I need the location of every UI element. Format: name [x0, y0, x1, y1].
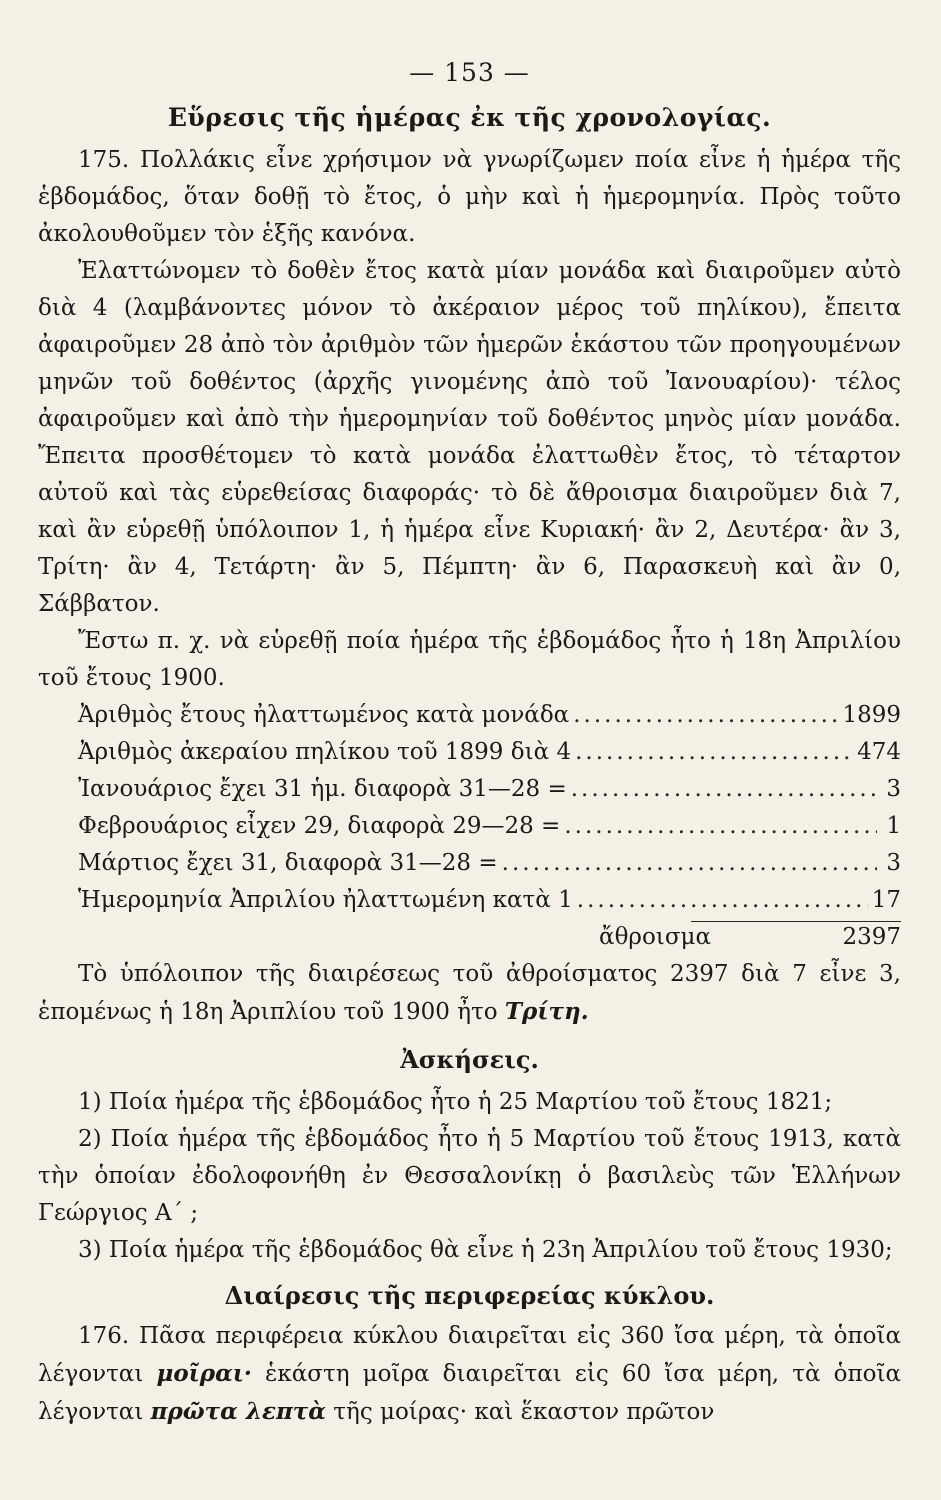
leader-dots	[571, 771, 877, 808]
leader-dots	[575, 734, 853, 771]
calc-row-label: Ἡμερομηνία Ἀπριλίου ἠλαττωμένη κατὰ 1	[78, 887, 573, 913]
calc-row	[38, 845, 901, 882]
calc-row-value: 17	[871, 887, 901, 913]
par176-text-a: 176. Πᾶσα περιφέρεια κύκλου διαιρεῖται εἰς 360 ἴσα μέρη, τὰ ὁποῖα λέγονται	[38, 1323, 901, 1387]
calc-row-value: 3	[886, 850, 901, 876]
exercises-heading: Ἀσκήσεις.	[400, 1045, 539, 1074]
calculation-table	[38, 697, 901, 956]
result-day: Τρίτη.	[504, 998, 589, 1025]
page-number: — 153 —	[409, 58, 530, 87]
circle-division-heading: Διαίρεσις τῆς περιφερείας κύκλου.	[224, 1281, 715, 1310]
leader-dots	[577, 882, 868, 919]
paragraph-176	[38, 1318, 901, 1431]
exercise-3: 3) Ποία ἡμέρα τῆς ἑβδομάδος θὰ εἶνε ἡ 23η Ἀπριλίου τοῦ ἔτους 1930;	[78, 1237, 893, 1263]
par176-text-b: ἑκάστη μοῖρα διαιρεῖται εἰς 60 ἴσα μέρη, τὰ ὁποῖα λέγονται	[38, 1361, 902, 1425]
sum-row	[38, 919, 901, 956]
calc-row-label: Μάρτιος ἔχει 31, διαφορὰ 31—28 =	[78, 850, 498, 876]
example-paragraph: Ἔστω π. χ. νὰ εὑρεθῇ ποία ἡμέρα τῆς ἑβδομάδος ἦτο ἡ 18η Ἀπριλίου τοῦ ἔτους 1900.	[38, 628, 901, 691]
calc-row-label: Ἀριθμὸς ἀκεραίου πηλίκου τοῦ 1899 διὰ 4	[78, 739, 572, 765]
par176-text-c: τῆς μοίρας· καὶ ἕκαστον πρῶτον	[326, 1399, 715, 1425]
calc-row	[38, 697, 901, 734]
paragraph-175: 175. Πολλάκις εἶνε χρήσιμον νὰ γνωρίζωμεν ποία εἶνε ἡ ἡμέρα τῆς ἑβδομάδος, ὅταν δοθῇ τὸ ἔτος, ὁ μὴν καὶ ἡ ἡμερομηνία. Πρὸς τοῦτο ἀκολουθοῦμεν τὸν ἑξῆς κανόνα.	[38, 147, 901, 247]
sum-rule	[691, 921, 901, 922]
calc-row	[38, 771, 901, 808]
section-heading: Εὕρεσις τῆς ἡμέρας ἐκ τῆς χρονολογίας.	[167, 103, 772, 132]
sum-label: ἄθροισμα	[599, 924, 711, 950]
calc-row-label: Φεβρουάριος εἶχεν 29, διαφορὰ 29—28 =	[78, 813, 561, 839]
exercise-1: 1) Ποία ἡμέρα τῆς ἑβδομάδος ἦτο ἡ 25 Μαρτίου τοῦ ἔτους 1821;	[78, 1089, 833, 1115]
calc-row-label: Ἀριθμὸς ἔτους ἠλαττωμένος κατὰ μονάδα	[78, 702, 570, 728]
leader-dots	[573, 697, 838, 734]
calc-row	[38, 808, 901, 845]
term-moirai: μοῖραι·	[156, 1360, 252, 1387]
leader-dots	[502, 845, 877, 882]
calc-row-value: 3	[886, 776, 901, 802]
calc-row-label: Ἰανουάριος ἔχει 31 ἡμ. διαφορὰ 31—28 =	[78, 776, 567, 802]
rule-paragraph: Ἐλαττώνομεν τὸ δοθὲν ἔτος κατὰ μίαν μονάδα καὶ διαιροῦμεν αὐτὸ διὰ 4 (λαμβάνοντες μόνον τὸ ἀκέραιον μέρος τοῦ πηλίκου), ἔπειτα ἀφαιροῦμεν 28 ἀπὸ τὸν ἀριθμὸν τῶν ἡμερῶν ἑκάστου τῶν προηγουμένων μηνῶν τοῦ δοθέντος (ἀρχῆς γινομένης ἀπὸ τοῦ Ἰανουαρίου)· τέλος ἀφαιροῦμεν καὶ ἀπὸ τὴν ἡμερομηνίαν τοῦ δοθέντος μηνὸς μίαν μονάδα. Ἔπειτα προσθέτομεν τὸ κατὰ μονάδα ἐλαττωθὲν ἔτος, τὸ τέταρτον αὐτοῦ καὶ τὰς εὑρεθείσας διαφοράς· τὸ δὲ ἄθροισμα διαιροῦμεν διὰ 7, καὶ ἂν εὑρεθῇ ὑπόλοιπον 1, ἡ ἡμέρα εἶνε Κυριακή· ἂν 2, Δευτέρα· ἂν 3, Τρίτη· ἂν 4, Τετάρτη· ἂν 5, Πέμπτη· ἂν 6, Παρασκευὴ καὶ ἂν 0, Σάββατον.	[38, 258, 901, 617]
calc-row-value: 474	[857, 739, 901, 765]
calc-row-value: 1	[886, 813, 901, 839]
exercise-2: 2) Ποία ἡμέρα τῆς ἑβδομάδος ἦτο ἡ 5 Μαρτίου τοῦ ἔτους 1913, κατὰ τὴν ὁποίαν ἐδολοφονήθη ἐν Θεσσαλονίκῃ ὁ βασιλεὺς τῶν Ἑλλήνων Γεώργιος Α΄ ;	[38, 1126, 901, 1226]
leader-dots	[564, 808, 877, 845]
calc-row	[38, 734, 901, 771]
term-lepta: πρῶτα λεπτὰ	[150, 1398, 326, 1425]
calc-row-value: 1899	[842, 702, 901, 728]
result-paragraph	[38, 956, 901, 1031]
sum-value: 2397	[842, 924, 901, 950]
result-text: Τὸ ὑπόλοιπον τῆς διαιρέσεως τοῦ ἀθροίσματος 2397 διὰ 7 εἶνε 3, ἑπομένως ἡ 18η Ἀριπλίου τοῦ 1900 ἦτο	[38, 961, 901, 1025]
calc-row	[38, 882, 901, 919]
